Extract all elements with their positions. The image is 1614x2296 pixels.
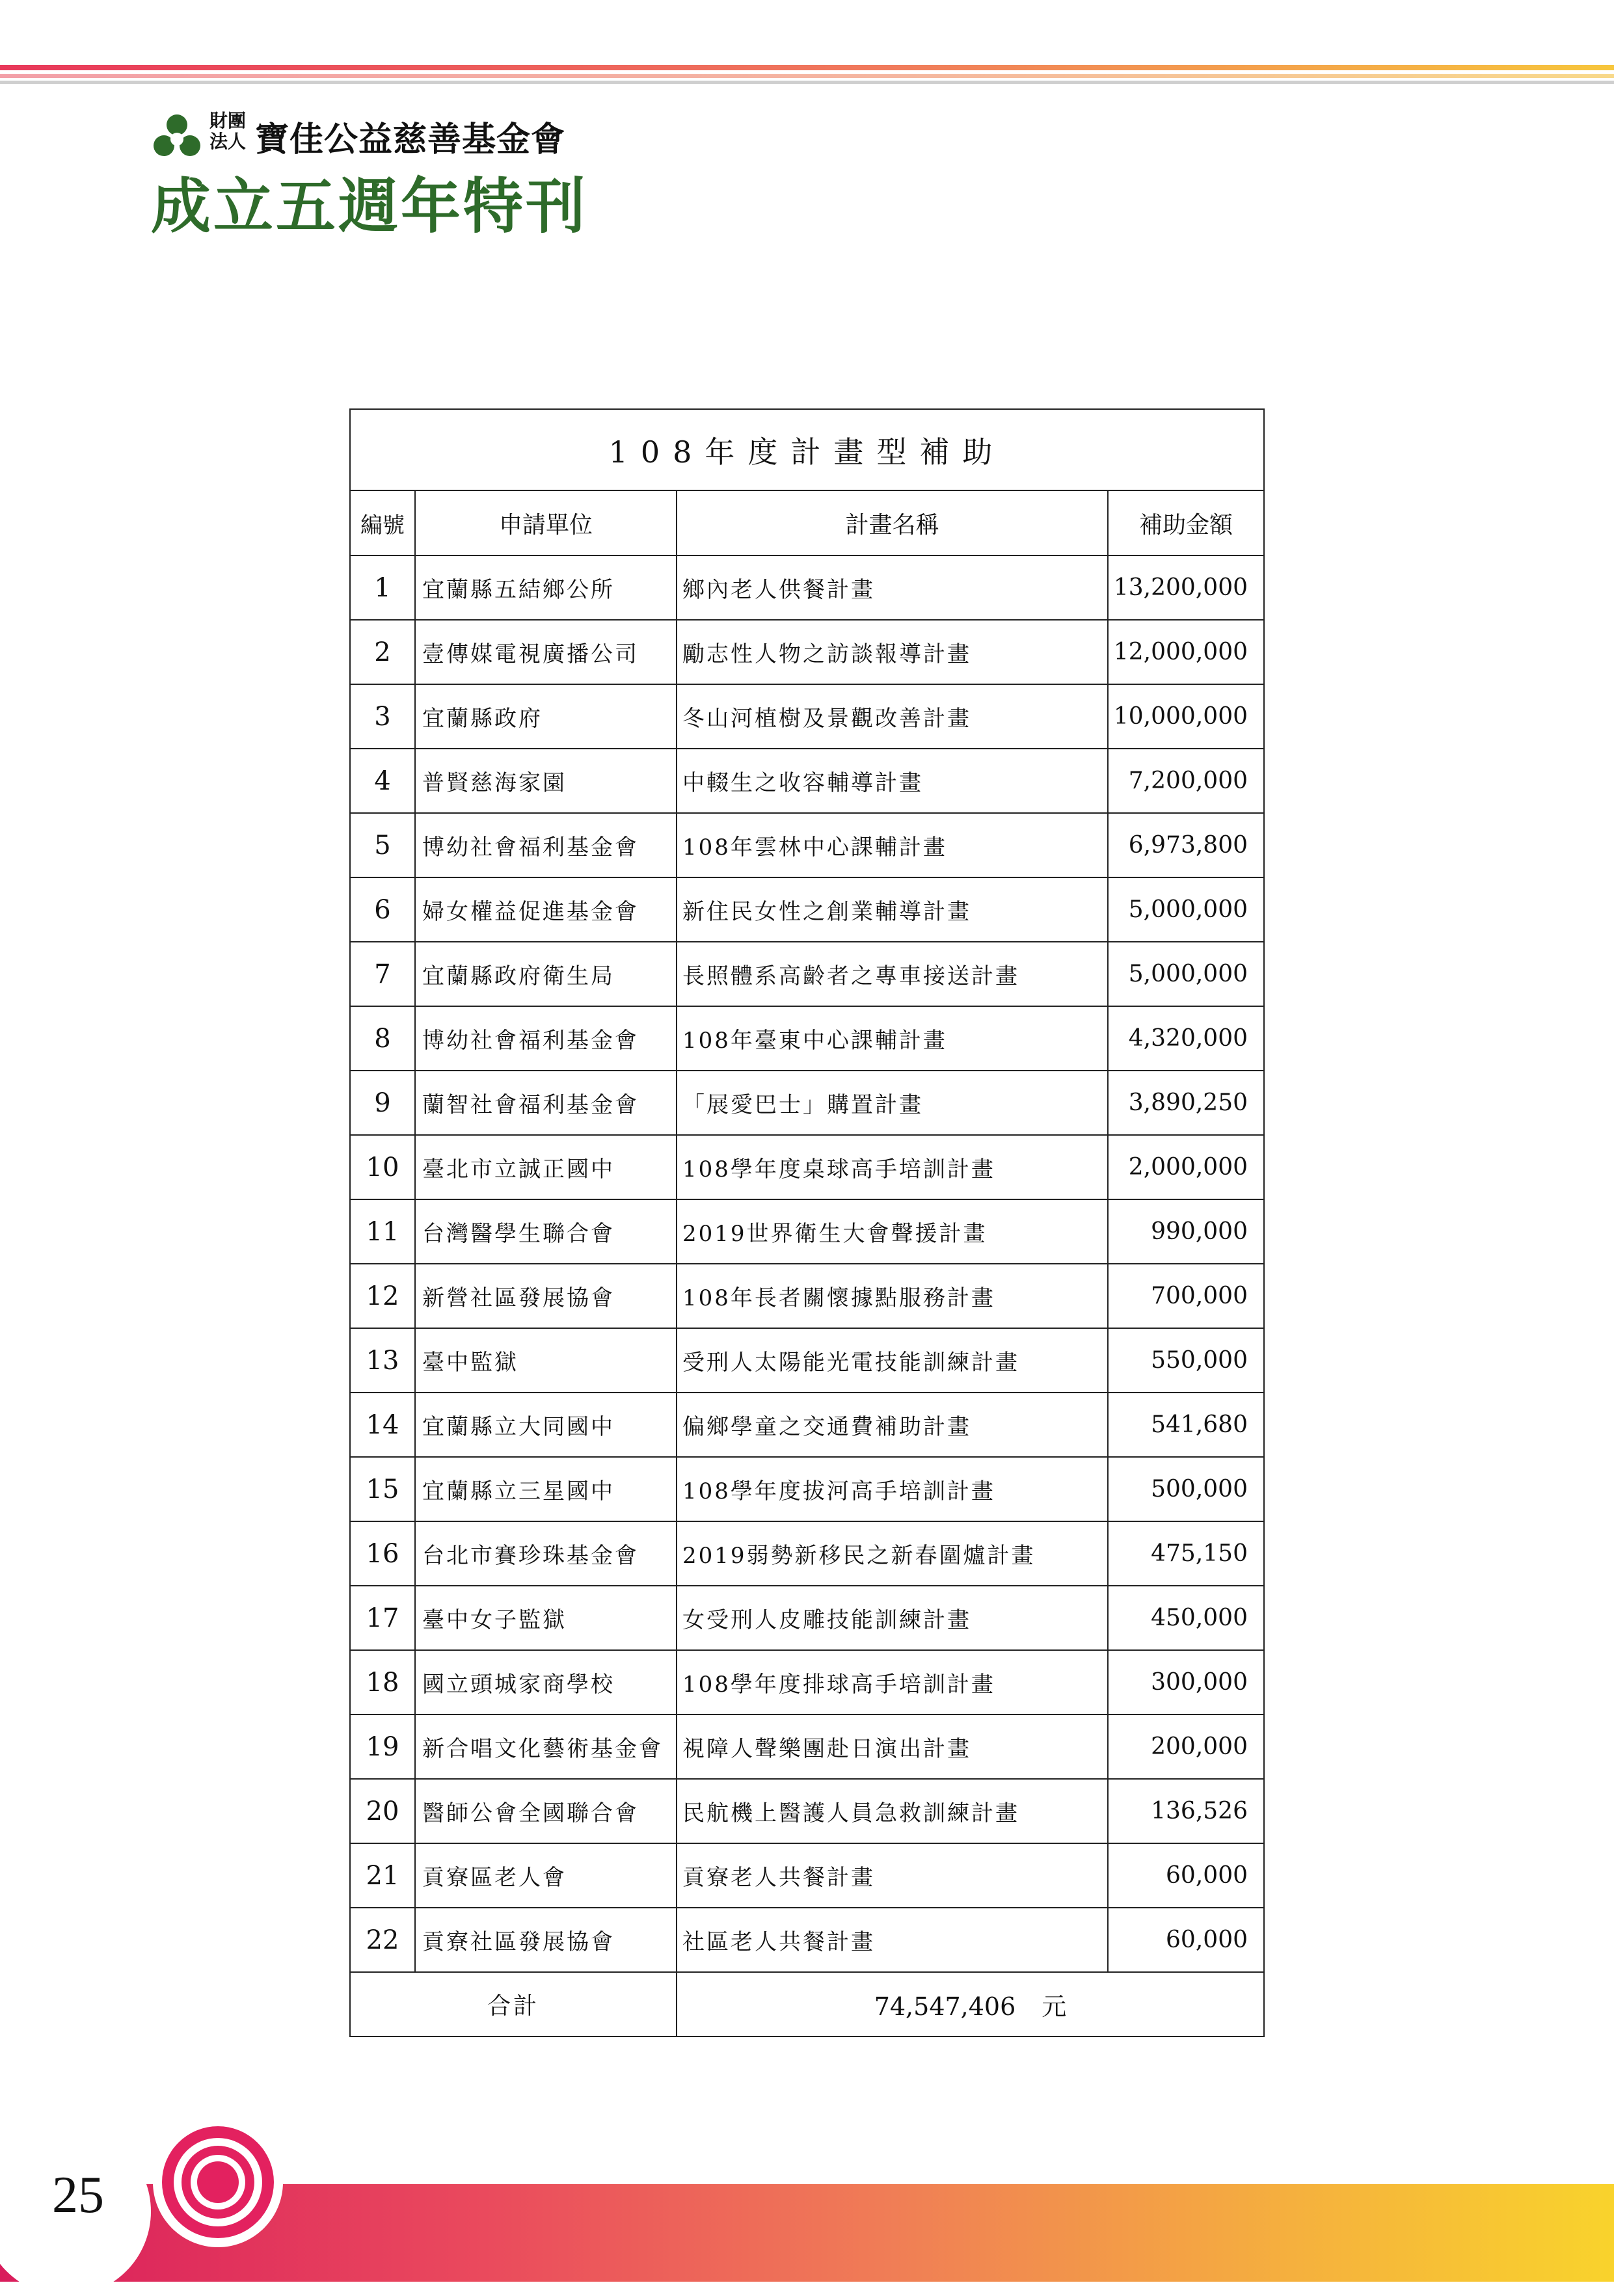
top-stripe-grey — [0, 81, 1614, 84]
row-number: 5 — [350, 813, 415, 877]
table-title-row — [350, 409, 1264, 490]
grant-amount: 200,000 — [1108, 1715, 1264, 1779]
table-row — [350, 1650, 1264, 1715]
grant-amount: 10,000,000 — [1108, 684, 1264, 749]
grant-amount: 13,200,000 — [1108, 555, 1264, 620]
applicant-org: 新合唱文化藝術基金會 — [415, 1715, 677, 1779]
applicant-org: 宜蘭縣立大同國中 — [415, 1393, 677, 1457]
column-header-amount: 補助金額 — [1108, 490, 1264, 555]
page-number: 25 — [52, 2167, 104, 2224]
total-unit: 元 — [1042, 1992, 1067, 2021]
target-ring-icon — [151, 2115, 285, 2249]
row-number: 4 — [350, 749, 415, 813]
applicant-org: 博幼社會福利基金會 — [415, 1006, 677, 1071]
plan-name: 視障人聲樂團赴日演出計畫 — [677, 1715, 1108, 1779]
top-stripe-red — [0, 65, 1614, 70]
grant-amount: 60,000 — [1108, 1908, 1264, 1972]
applicant-org: 新營社區發展協會 — [415, 1264, 677, 1328]
grant-amount: 12,000,000 — [1108, 620, 1264, 684]
grant-amount: 4,320,000 — [1108, 1006, 1264, 1071]
row-number: 12 — [350, 1264, 415, 1328]
row-number: 15 — [350, 1457, 415, 1521]
plan-name: 108年長者關懷據點服務計畫 — [677, 1264, 1108, 1328]
grant-amount: 450,000 — [1108, 1586, 1264, 1650]
plan-name: 108學年度桌球高手培訓計畫 — [677, 1135, 1108, 1199]
table-row — [350, 1328, 1264, 1393]
grant-amount: 5,000,000 — [1108, 877, 1264, 942]
applicant-org: 宜蘭縣五結鄉公所 — [415, 555, 677, 620]
table-row — [350, 1006, 1264, 1071]
table-row — [350, 1521, 1264, 1586]
plan-name: 民航機上醫護人員急救訓練計畫 — [677, 1779, 1108, 1843]
plan-name: 中輟生之收容輔導計畫 — [677, 749, 1108, 813]
row-number: 14 — [350, 1393, 415, 1457]
row-number: 10 — [350, 1135, 415, 1199]
table-row — [350, 1715, 1264, 1779]
row-number: 3 — [350, 684, 415, 749]
row-number: 13 — [350, 1328, 415, 1393]
table-row — [350, 942, 1264, 1006]
plan-name: 受刑人太陽能光電技能訓練計畫 — [677, 1328, 1108, 1393]
plan-name: 女受刑人皮雕技能訓練計畫 — [677, 1586, 1108, 1650]
total-amount: 74,547,406 — [874, 1992, 1016, 2021]
column-header-no: 編號 — [350, 490, 415, 555]
grant-amount: 60,000 — [1108, 1843, 1264, 1908]
grant-amount: 3,890,250 — [1108, 1071, 1264, 1135]
applicant-org: 臺中監獄 — [415, 1328, 677, 1393]
plan-name: 108年臺東中心課輔計畫 — [677, 1006, 1108, 1071]
table-row — [350, 1843, 1264, 1908]
applicant-org: 壹傳媒電視廣播公司 — [415, 620, 677, 684]
grant-amount: 136,526 — [1108, 1779, 1264, 1843]
plan-name: 冬山河植樹及景觀改善計畫 — [677, 684, 1108, 749]
table-row — [350, 1264, 1264, 1328]
row-number: 8 — [350, 1006, 415, 1071]
grant-amount: 7,200,000 — [1108, 749, 1264, 813]
plan-name: 2019世界衛生大會聲援計畫 — [677, 1199, 1108, 1264]
row-number: 20 — [350, 1779, 415, 1843]
row-number: 9 — [350, 1071, 415, 1135]
grant-table — [349, 408, 1265, 2037]
grant-amount: 541,680 — [1108, 1393, 1264, 1457]
column-header-org: 申請單位 — [415, 490, 677, 555]
row-number: 17 — [350, 1586, 415, 1650]
publication-title: 成立五週年特刊 — [151, 171, 589, 241]
plan-name: 長照體系高齡者之專車接送計畫 — [677, 942, 1108, 1006]
plan-name: 2019弱勢新移民之新春圍爐計畫 — [677, 1521, 1108, 1586]
table-row — [350, 1199, 1264, 1264]
applicant-org: 貢寮社區發展協會 — [415, 1908, 677, 1972]
grant-amount: 2,000,000 — [1108, 1135, 1264, 1199]
table-row — [350, 555, 1264, 620]
table-row — [350, 877, 1264, 942]
plan-name: 108學年度排球高手培訓計畫 — [677, 1650, 1108, 1715]
plan-name: 新住民女性之創業輔導計畫 — [677, 877, 1108, 942]
applicant-org: 婦女權益促進基金會 — [415, 877, 677, 942]
grant-amount: 6,973,800 — [1108, 813, 1264, 877]
grant-amount: 5,000,000 — [1108, 942, 1264, 1006]
row-number: 1 — [350, 555, 415, 620]
row-number: 16 — [350, 1521, 415, 1586]
foundation-logo-icon — [151, 111, 203, 160]
plan-name: 偏鄉學童之交通費補助計畫 — [677, 1393, 1108, 1457]
plan-name: 勵志性人物之訪談報導計畫 — [677, 620, 1108, 684]
row-number: 2 — [350, 620, 415, 684]
plan-name: 鄉內老人供餐計畫 — [677, 555, 1108, 620]
total-row — [350, 1972, 1264, 2036]
table-row — [350, 1393, 1264, 1457]
table-row — [350, 1779, 1264, 1843]
row-number: 18 — [350, 1650, 415, 1715]
row-number: 7 — [350, 942, 415, 1006]
table-row — [350, 1457, 1264, 1521]
table-row — [350, 813, 1264, 877]
applicant-org: 宜蘭縣政府 — [415, 684, 677, 749]
applicant-org: 貢寮區老人會 — [415, 1843, 677, 1908]
applicant-org: 國立頭城家商學校 — [415, 1650, 677, 1715]
plan-name: 108年雲林中心課輔計畫 — [677, 813, 1108, 877]
applicant-org: 醫師公會全國聯合會 — [415, 1779, 677, 1843]
table-row — [350, 1586, 1264, 1650]
applicant-org: 台灣醫學生聯合會 — [415, 1199, 677, 1264]
grant-amount: 550,000 — [1108, 1328, 1264, 1393]
grant-amount: 700,000 — [1108, 1264, 1264, 1328]
applicant-org: 臺北市立誠正國中 — [415, 1135, 677, 1199]
foundation-name: 寶佳公益慈善基金會 — [255, 120, 566, 159]
grant-amount: 475,150 — [1108, 1521, 1264, 1586]
plan-name: 貢寮老人共餐計畫 — [677, 1843, 1108, 1908]
table-row — [350, 1071, 1264, 1135]
applicant-org: 普賢慈海家園 — [415, 749, 677, 813]
grant-amount: 300,000 — [1108, 1650, 1264, 1715]
table-header-row — [350, 490, 1264, 555]
row-number: 22 — [350, 1908, 415, 1972]
applicant-org: 臺中女子監獄 — [415, 1586, 677, 1650]
grant-amount: 990,000 — [1108, 1199, 1264, 1264]
row-number: 21 — [350, 1843, 415, 1908]
applicant-org: 宜蘭縣立三星國中 — [415, 1457, 677, 1521]
table-row — [350, 1908, 1264, 1972]
total-label: 合計 — [350, 1972, 677, 2036]
plan-name: 108學年度拔河高手培訓計畫 — [677, 1457, 1108, 1521]
corp-type-label: 財團 法人 — [209, 110, 247, 152]
applicant-org: 蘭智社會福利基金會 — [415, 1071, 677, 1135]
table-row — [350, 620, 1264, 684]
column-header-plan: 計畫名稱 — [677, 490, 1108, 555]
table-title: 108年度計畫型補助 — [350, 409, 1264, 490]
row-number: 11 — [350, 1199, 415, 1264]
plan-name: 「展愛巴士」購置計畫 — [677, 1071, 1108, 1135]
applicant-org: 宜蘭縣政府衛生局 — [415, 942, 677, 1006]
table-row — [350, 684, 1264, 749]
row-number: 19 — [350, 1715, 415, 1779]
grant-amount: 500,000 — [1108, 1457, 1264, 1521]
top-stripe-pink — [0, 74, 1614, 78]
plan-name: 社區老人共餐計畫 — [677, 1908, 1108, 1972]
total-amount-cell — [677, 1972, 1264, 2036]
table-row — [350, 1135, 1264, 1199]
row-number: 6 — [350, 877, 415, 942]
table-row — [350, 749, 1264, 813]
applicant-org: 台北市賽珍珠基金會 — [415, 1521, 677, 1586]
applicant-org: 博幼社會福利基金會 — [415, 813, 677, 877]
